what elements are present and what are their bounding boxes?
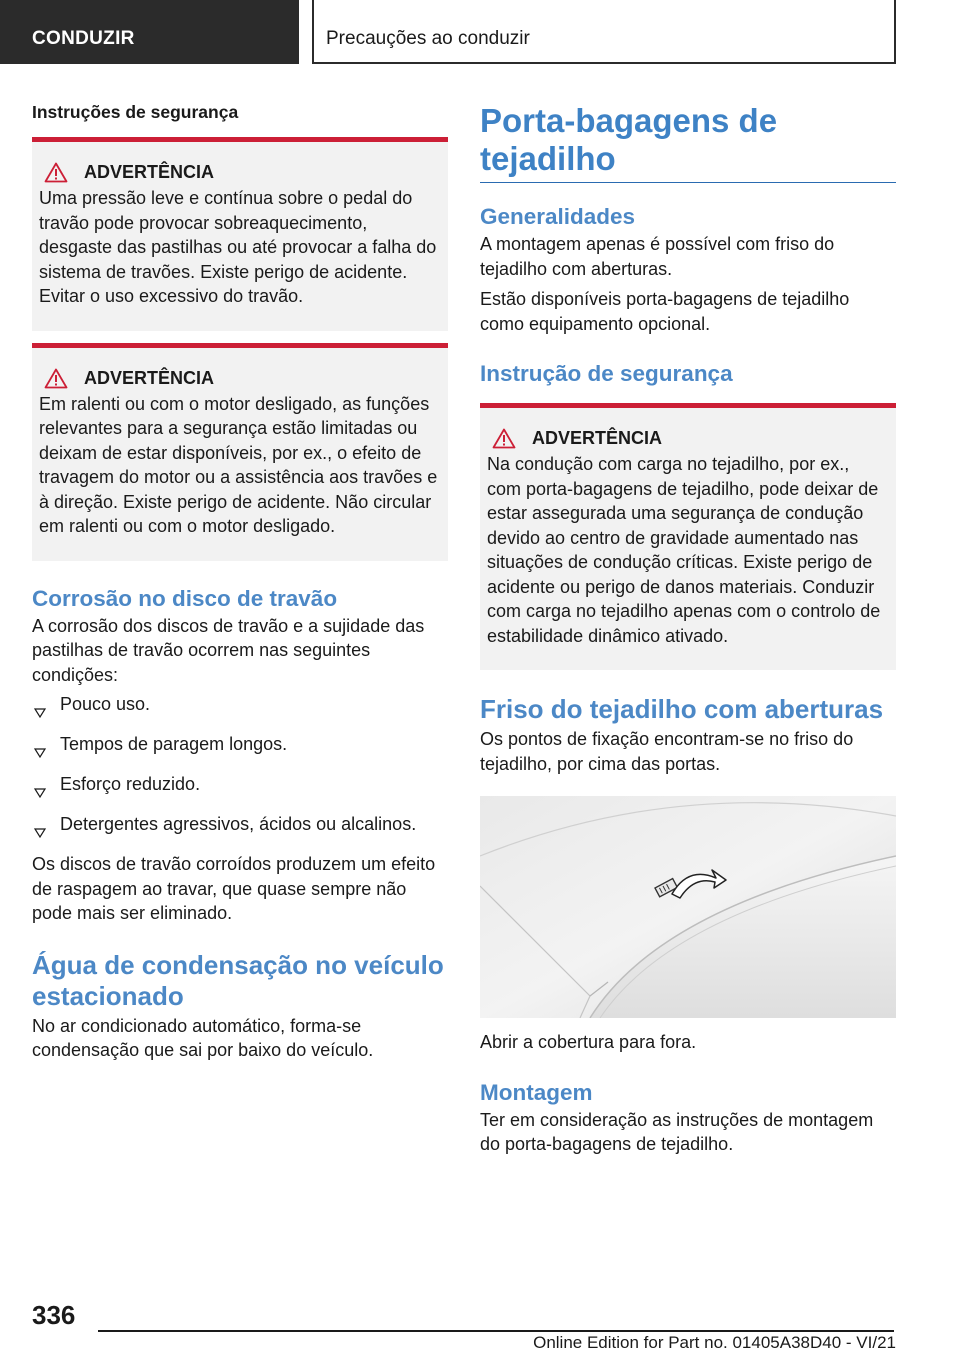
triangle-bullet-icon <box>34 708 46 718</box>
page-number: 336 <box>32 1300 76 1330</box>
footer-divider <box>98 1330 894 1332</box>
chapter-tab <box>312 0 896 64</box>
edition-text: Online Edition for Part no. 01405A38D40 - VI/21 <box>533 1333 896 1352</box>
list-item <box>32 732 448 765</box>
list-item <box>32 812 448 845</box>
chapter-title: Precauções ao conduzir <box>326 28 530 49</box>
condensation-heading: Água de condensação no veículo estacionado <box>32 949 444 1011</box>
mounting-heading: Montagem <box>480 1079 593 1105</box>
rail-heading: Friso do tejadilho com aberturas <box>480 694 884 724</box>
warning-box <box>32 137 448 331</box>
roof-rail-illustration <box>480 796 896 1018</box>
main-heading: Porta-bagagens de tejadilho <box>480 102 896 183</box>
figure-caption: Abrir a cobertura para fora. <box>480 1032 697 1052</box>
mounting-text: Ter em consideração as instruções de montagem do porta-bagagens de tejadilho. <box>480 1109 874 1154</box>
warning-triangle-icon <box>44 368 68 389</box>
corrosion-outro: Os discos de travão corroídos produzem um efeito de raspagem ao travar, que quase sempre não pode mais ser eliminado. <box>32 854 436 923</box>
corrosion-heading: Corrosão no disco de travão <box>32 585 338 611</box>
left-column <box>32 102 448 1063</box>
warning-triangle-icon <box>492 428 516 449</box>
general-p1: A montagem apenas é possível com friso do tejadilho com aberturas. <box>480 234 835 279</box>
warning-box <box>480 403 896 670</box>
safety-heading: Instrução de segurança <box>480 361 733 386</box>
warning-text: Uma pressão leve e contínua sobre o pedal do travão pode provocar sobreaquecimento, desgaste das pastilhas ou até provocar a falha do sistema de travões. Existe perigo de acidente. Evitar o uso excessivo do travão. <box>39 188 437 306</box>
condensation-text: No ar condicionado automático, forma-se condensação que sai por baixo do veículo. <box>32 1015 374 1060</box>
section-title: CONDUZIR <box>32 28 135 49</box>
section-tab <box>0 0 299 64</box>
general-p2: Estão disponíveis porta-bagagens de tejadilho como equipamento opcional. <box>480 289 850 334</box>
warning-title: ADVERTÊNCIA <box>84 162 215 182</box>
rail-text: Os pontos de fixação encontram-se no friso do tejadilho, por cima das portas. <box>480 729 854 774</box>
list-item-text: Esforço reduzido. <box>60 774 201 794</box>
general-heading: Generalidades <box>480 204 636 229</box>
warning-box <box>32 343 448 561</box>
right-column <box>480 102 896 1157</box>
warning-text: Em ralenti ou com o motor desligado, as funções relevantes para a segurança estão limitadas ou deixam de estar disponíveis, por ex., o efeito de travagem do motor ou a assistência aos travões e à direção. Existe perigo de acidente. Não circular em ralenti ou com o motor desligado. <box>39 393 438 536</box>
corrosion-intro: A corrosão dos discos de travão e a sujidade das pastilhas de travão ocorrem nas seguintes condições: <box>32 615 425 685</box>
list-item-text: Detergentes agressivos, ácidos ou alcalinos. <box>60 814 417 834</box>
intro-heading: Instruções de segurança <box>32 102 239 122</box>
warning-title: ADVERTÊNCIA <box>84 367 215 388</box>
list-item-text: Tempos de paragem longos. <box>60 734 288 754</box>
corrosion-list <box>32 692 448 845</box>
roof-rail-figure <box>480 796 896 1018</box>
triangle-bullet-icon <box>34 748 46 758</box>
list-item <box>32 772 448 805</box>
list-item-text: Pouco uso. <box>60 694 151 714</box>
warning-triangle-icon <box>44 162 68 183</box>
list-item <box>32 692 448 725</box>
warning-title: ADVERTÊNCIA <box>532 428 663 448</box>
warning-text: Na condução com carga no tejadilho, por ex., com porta-bagagens de tejadilho, pode deixar de estar assegurada uma segurança de condução devido ao centro de gravidade aumentado nas situações de condução críticas. Existe perigo de acidente ou perigo de danos materiais. Conduzir com carga no tejadilho apenas com o controlo de estabilidade dinâmico ativado. <box>487 454 881 646</box>
triangle-bullet-icon <box>34 788 46 798</box>
triangle-bullet-icon <box>34 828 46 838</box>
